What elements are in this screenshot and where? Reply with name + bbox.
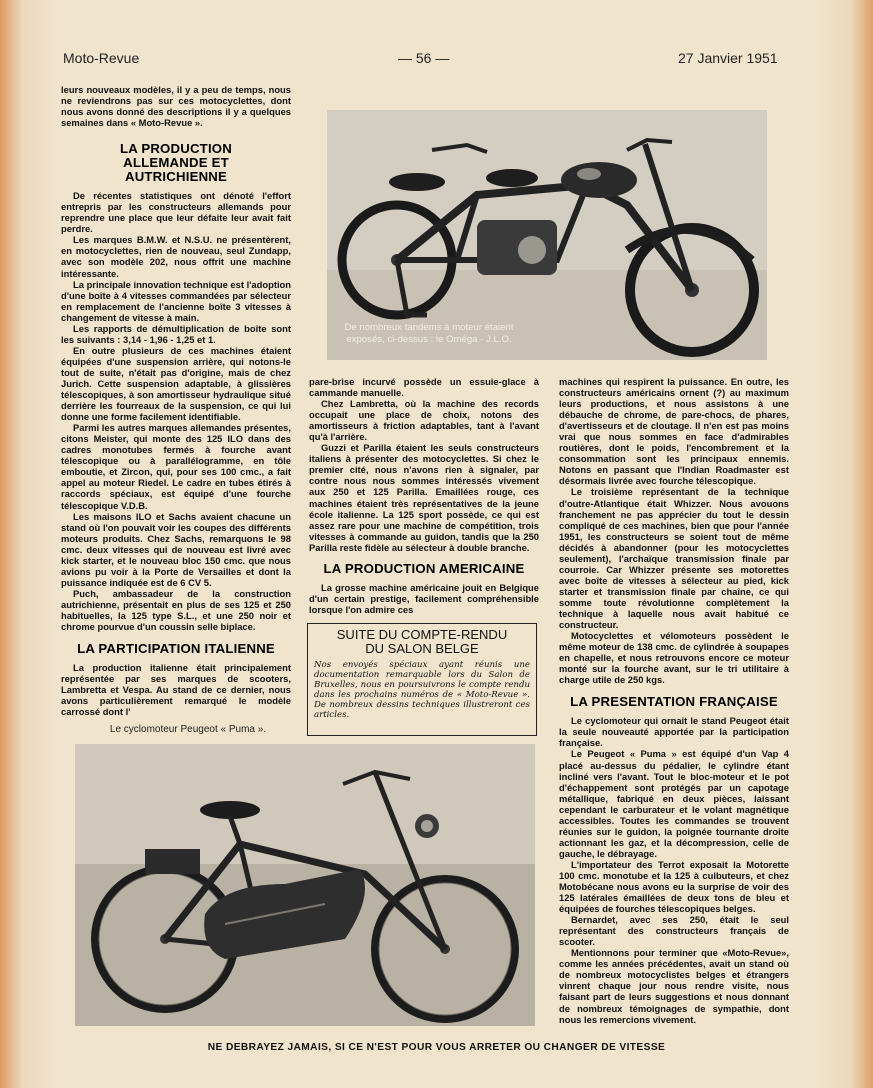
paragraph: L'importateur des Terrot exposait la Motorette 100 cmc. monotube et la 125 à culbuteurs, et chez Motobécane nous avons eu la surprise de voir des 125 latérales émaillées de deux tons de bleu et équipées de fourches télescopiques belges. (559, 858, 789, 915)
paragraph: En outre plusieurs de ces machines étaient équipées d'une suspension arrière, qui notons-le tout de suite, n'était pas d'origine, mais de chez Jurich. Cette suspension adaptable, à glissières télescopiques, à son amortisseur hydraulique situé derrière les fourreaux de la suspension, ce qui lui donne une forme facilement identifiable. (61, 344, 291, 423)
intro-paragraph: leurs nouveaux modèles, il y a peu de temps, nous ne reviendrons pas sur ces motocyclettes, dont nous avons donné des descriptions il y a quelques semaines dans « Moto-Revue ». (61, 84, 291, 129)
section-heading-american: LA PRODUCTION AMERICAINE (323, 560, 525, 576)
notice-title-line-1: SUITE DU COMPTE-RENDU (336, 627, 508, 642)
paragraph: Puch, ambassadeur de la construction autrichienne, présentait en plus de ses 125 et 250 habituelles, la 125 type S.L., et une 250 noir et chrome pourvue d'un coussin selle biplace. (61, 587, 291, 633)
notice-body: Nos envoyés spéciaux ayant réunis une documentation remarquable lors du Salon de Bruxelles, nous en poursuivrons le compte rendu dans les prochains numéros de « Moto-Revue ». De nombreux dessins techniques illustreront ces articles. (314, 660, 530, 720)
column-1 (61, 84, 291, 717)
page-number: — 56 — (398, 50, 450, 66)
paragraph: pare-brise incurvé possède un essuie-glace à cammande manuelle. (309, 376, 539, 399)
paragraph: Mentionnons pour terminer que «Moto-Revue», comme les années précédentes, avait un stand où de nombreux motocyclistes belges et étrangers vinrent chaque jour nous rendre visite, nous faisant part de leurs suggestions et nous donnant de nombreux témoignages de sympathie, dont nous les remercions vivement. (559, 947, 789, 1025)
paragraph: Guzzi et Parilla étaient les seuls constructeurs italiens à présenter des motocyclettes. Si chez le premier cité, nous n'avons rien à signaler, par contre nous nous sommes intéressés vivement aux 250 et 125 Parilla. Emaillées rouge, ces machines étaient très représentatives de la jeune école italienne. La 125 sport possède, ce qui est assez rare pour une machine de compétition, trois vitesses à commande au guidon, tandis que la 250 Parilla reste fidèle au sélecteur à double branche. (309, 442, 539, 553)
column-2 (309, 376, 539, 615)
puma-photo-caption: Le cyclomoteur Peugeot « Puma ». (109, 724, 267, 735)
paragraph: Chez Lambretta, où la machine des records occupait une place de choix, notons des amortisseurs à friction adaptables, tant à l'avant qu'à l'arrière. (309, 398, 539, 443)
paragraph: Motocyclettes et vélomoteurs possèdent le même moteur de 138 cmc. de cylindrée à soupapes en chapelle, et nous retrouvons encore ce moteur monté sur la fourche avant, sur le tri utilitaire à charge utile de 250 kgs. (559, 630, 789, 686)
column-3 (559, 376, 789, 1025)
paragraph: machines qui respirent la puissance. En outre, les constructeurs américains ornent (?) au maximum leurs productions, et nous assistons à une débauche de chrome, de pare-chocs, de phares, d'avertisseurs et de cloutage. Il n'en est pas moins vrai que nous sommes en face d'admirables routières, dont le poids, l'encombrement et la consommation sont les principaux ennemis. Notons en passant que l'Indian Roadmaster est désormais livrée avec fourche télescopique. (559, 376, 789, 487)
peugeot-puma-illustration (75, 744, 535, 1026)
paragraph: Le Peugeot « Puma » est équipé d'un Vap 4 placé au-dessus du pédalier, le cylindre étant incliné vers l'avant. Tout le bloc-moteur et le pot d'échappement sont protégés par un capotage métallique, fabriqué en deux pièces, laissant cependant le carburateur et le volant magnétique accessibles. Toutes les commandes se trouvent réunies sur le guidon, la poignée tournante droite actionnant les gaz, et la décompression, celle de gauche, le débrayage. (559, 748, 789, 859)
section-heading-french: LA PRESENTATION FRANÇAISE (570, 694, 778, 710)
paragraph: Les maisons ILO et Sachs avaient chacune un stand où l'on pouvait voir les coupes des différents moteurs produits. Chez Sachs, remarquons le 98 cmc. deux vitesses qui de nouveau est livré avec kick starter, et le nouveau bloc 150 cmc. que nous avions pu voir à la Porte de Versailles et dont la puissance indiquée est de 6 CV 5. (61, 510, 291, 588)
paragraph: Le troisième représentant de la technique d'outre-Atlantique était Whizzer. Nous avouons franchement ne pas apprécier du tout le dessin compliqué de ces machines, bien que pour l'année 1951, les constructeurs se soient tout de même décidés à abandonner (pour les motocyclettes seulement), l'archaïque transmission finale par courroie. Car Whizzer présente ses motorettes avec boîte de vitesses à sélecteur au pied, kick starter et transmission finale par chaîne, ce qui somme toute révolutionne complètement la technique à laquelle nous avait habitué ce constructeur. (559, 486, 789, 631)
tandem-photo-caption: De nombreux tandems à moteur étaient exposés, ci-dessus : le Oméga - J.L.O. (344, 322, 514, 345)
issue-date: 27 Janvier 1951 (678, 50, 778, 66)
section-heading-italian: LA PARTICIPATION ITALIENNE (77, 641, 275, 657)
paragraph: Bernardet, avec ses 250, était le seul représentant des constructeurs français de scooter. (559, 914, 789, 948)
peugeot-puma-photo (75, 744, 535, 1026)
section-heading-german: LA PRODUCTION ALLEMANDE ET AUTRICHIENNE (119, 141, 232, 185)
publication-name: Moto-Revue (63, 50, 140, 66)
paragraph: La grosse machine américaine jouit en Belgique d'un certain prestige, facilement compréhensible lorsque l'on admire ces (309, 581, 539, 615)
notice-title-line-2: DU SALON BELGE (365, 641, 479, 656)
paragraph: Le cyclomoteur qui ornait le stand Peugeot était la seule nouveauté apportée par la participation française. (559, 715, 789, 749)
paragraph: La principale innovation technique est l'adoption d'une boîte à 4 vitesses commandées par sélecteur en remplacement de l'ancienne boîte 3 vitesses à changement de vitesse à main. (61, 278, 291, 323)
paragraph: La production italienne était principalement représentée par ses marques de scooters, Lambretta et Vespa. Au stand de ce dernier, nous avons particulièrement remarqué le modèle carrossé dont l' (61, 662, 291, 718)
salon-report-notice (307, 623, 537, 736)
paragraph: Parmi les autres marques allemandes présentes, citons Meister, qui monte des 125 ILO dans des cadres monotubes fermés à fourche avant télescopique ou à parallélogramme, en tôle emboutie, et Zircon, qui, pour ses 100 cmc., a fait appel au moteur Riedel. Le cadre en tubes étirés à raccords spéciaux, est équipé d'une fourche télescopique V.D.B. (61, 422, 291, 511)
paragraph: De récentes statistiques ont dénoté l'effort entrepris par les constructeurs allemands pour reprendre une place que leur défaite leur avait fait perdre. (61, 190, 291, 235)
footer-slogan: NE DEBRAYEZ JAMAIS, SI CE N'EST POUR VOUS ARRETER OU CHANGER DE VITESSE (207, 1042, 666, 1053)
paragraph: Les rapports de démultiplication de boîte sont les suivants : 3,14 - 1,96 - 1,25 et 1. (61, 322, 291, 345)
paragraph: Les marques B.M.W. et N.S.U. ne présentèrent, en motocyclettes, rien de nouveau, seul Zundapp, avec son modèle 202, nous offrit une machine intéressante. (61, 234, 291, 279)
